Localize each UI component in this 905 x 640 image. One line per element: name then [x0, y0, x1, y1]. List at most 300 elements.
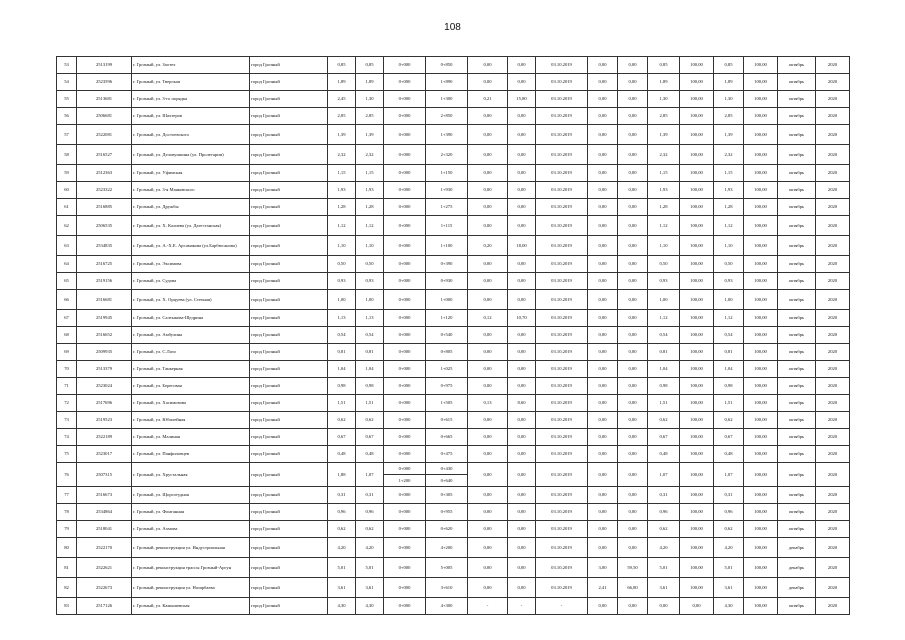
row-number-cell: 80 [57, 538, 77, 558]
date-cell: 03.10.2019 [536, 412, 588, 429]
percent-done-cell: 100,00 [680, 521, 714, 538]
start-km-cell: 0+000 [384, 463, 426, 475]
length-done-cell: 0,62 [648, 412, 680, 429]
start-km-cell: 0+000 [384, 310, 426, 327]
percent-done-cell: 100,00 [680, 578, 714, 598]
month-cell: октябрь [778, 310, 816, 327]
road-name-cell: г. Грозный, ул. Эксимова [132, 256, 250, 273]
length-done-cell: 4,20 [648, 538, 680, 558]
stat-b-cell: 0,00 [508, 199, 536, 216]
length-done-cell: 2,85 [648, 108, 680, 125]
table-row [57, 165, 850, 182]
road-code-cell: 2522081 [77, 125, 132, 145]
month-cell: октябрь [778, 395, 816, 412]
month-cell: октябрь [778, 273, 816, 290]
percent-done-cell: 100,00 [680, 256, 714, 273]
date-cell: 03.10.2019 [536, 344, 588, 361]
length-repair-cell: 4,30 [356, 598, 384, 615]
stat-a-cell: 0,00 [468, 125, 508, 145]
stat-c-cell: 0,00 [588, 463, 618, 487]
length-repair-cell: 0,62 [356, 521, 384, 538]
length-total-cell: 0,54 [328, 327, 356, 344]
stat-a-cell: 0,00 [468, 429, 508, 446]
row-number-cell: 62 [57, 216, 77, 236]
percent-done-cell: 100,00 [680, 327, 714, 344]
stat-d-cell: 59,50 [618, 558, 648, 578]
month-cell: октябрь [778, 236, 816, 256]
road-code-cell: 2516885 [77, 199, 132, 216]
percent-final-cell: 100,00 [744, 327, 778, 344]
stat-b-cell: 0,00 [508, 538, 536, 558]
length-repair-cell: 0,67 [356, 429, 384, 446]
length-done-cell: 1,15 [648, 165, 680, 182]
end-km-cell: 1+390 [426, 125, 468, 145]
stat-a-cell: 0,00 [468, 145, 508, 165]
percent-done-cell: 100,00 [680, 216, 714, 236]
stat-d-cell: 0,00 [618, 74, 648, 91]
end-km-cell: 1+300 [426, 91, 468, 108]
length-total-cell: 2,45 [328, 91, 356, 108]
end-km-cell: 2+850 [426, 108, 468, 125]
end-km-cell: 1+025 [426, 361, 468, 378]
owner-cell: город Грозный [250, 446, 328, 463]
length-total-cell: 4,30 [328, 598, 356, 615]
length-done-cell: 0,54 [648, 327, 680, 344]
stat-c-cell: 0,00 [588, 145, 618, 165]
date-cell: 03.10.2019 [536, 463, 588, 487]
stat-d-cell: 0,00 [618, 538, 648, 558]
table-row [57, 558, 850, 578]
date-cell: 03.10.2019 [536, 236, 588, 256]
stat-b-cell: 0,00 [508, 361, 536, 378]
length-repair-cell: 2,85 [356, 108, 384, 125]
month-cell: октябрь [778, 74, 816, 91]
owner-cell: город Грозный [250, 538, 328, 558]
stat-c-cell: 0,00 [588, 521, 618, 538]
stat-d-cell: 0,00 [618, 216, 648, 236]
stat-a-cell: 0,00 [468, 327, 508, 344]
stat-d-cell: 0,00 [618, 412, 648, 429]
length-final-cell: 0,96 [714, 504, 744, 521]
row-number-cell: 76 [57, 463, 77, 487]
start-km-cell: 0+000 [384, 91, 426, 108]
date-cell: 03.10.2019 [536, 182, 588, 199]
length-total-cell: 2,32 [328, 145, 356, 165]
road-name-cell: г. Грозный, реконструкция трассы Грозный-Аргун [132, 558, 250, 578]
start-km-cell: 0+000 [384, 125, 426, 145]
length-done-cell: 0,48 [648, 446, 680, 463]
percent-done-cell: 100,00 [680, 165, 714, 182]
length-repair-cell: 0,98 [356, 378, 384, 395]
date-cell: 03.10.2019 [536, 487, 588, 504]
month-cell: декабрь [778, 578, 816, 598]
length-final-cell: 1,30 [714, 91, 744, 108]
start-km-cell: 0+000 [384, 199, 426, 216]
date-cell: 03.10.2019 [536, 256, 588, 273]
owner-cell: город Грозный [250, 429, 328, 446]
table-row [57, 344, 850, 361]
length-repair-cell: 1,89 [356, 74, 384, 91]
stat-d-cell: 0,00 [618, 378, 648, 395]
month-cell: октябрь [778, 182, 816, 199]
length-final-cell: 0,93 [714, 273, 744, 290]
length-total-cell: 0,31 [328, 487, 356, 504]
road-code-cell: 2523322 [77, 182, 132, 199]
length-done-cell: 1,12 [648, 216, 680, 236]
end-km-cell: 0+305 [426, 487, 468, 504]
road-name-cell: г. Грозный, ул. Салтыкова-Щедрина [132, 310, 250, 327]
road-name-cell: г. Грозный, ул. Судова [132, 273, 250, 290]
table-row [57, 290, 850, 310]
road-code-cell: 2506535 [77, 216, 132, 236]
road-code-cell: 2516527 [77, 145, 132, 165]
row-number-cell: 61 [57, 199, 77, 216]
end-km-cell: 0+540 [426, 327, 468, 344]
year-cell: 2020 [816, 273, 850, 290]
road-name-cell: г. Грозный, ул. Щорсотудная [132, 487, 250, 504]
date-cell: 03.10.2019 [536, 538, 588, 558]
road-name-cell: г. Грозный, ул. Береговая [132, 378, 250, 395]
length-repair-cell: 1,28 [356, 199, 384, 216]
table-row [57, 108, 850, 125]
owner-cell: город Грозный [250, 91, 328, 108]
percent-done-cell: 100,00 [680, 487, 714, 504]
length-total-cell: 0,62 [328, 412, 356, 429]
percent-done-cell: 100,00 [680, 361, 714, 378]
end-km-cell: 0+620 [426, 521, 468, 538]
road-name-cell: г. Грозный, реконструкция ул. Индустриальная [132, 538, 250, 558]
month-cell: октябрь [778, 412, 816, 429]
length-final-cell: 0,50 [714, 256, 744, 273]
percent-final-cell: 100,00 [744, 310, 778, 327]
owner-cell: город Грозный [250, 310, 328, 327]
length-final-cell: 2,85 [714, 108, 744, 125]
percent-final-cell: 100,00 [744, 165, 778, 182]
road-name-cell: г. Грозный, ул. Хрустальная [132, 463, 250, 487]
date-cell: 03.10.2019 [536, 165, 588, 182]
month-cell: октябрь [778, 125, 816, 145]
road-code-cell: 2516673 [77, 487, 132, 504]
length-repair-cell: 1,07 [356, 463, 384, 487]
stat-a-cell: 0,00 [468, 199, 508, 216]
stat-c-cell: 0,00 [588, 344, 618, 361]
percent-final-cell: 100,00 [744, 273, 778, 290]
length-total-cell: 1,89 [328, 74, 356, 91]
stat-d-cell: 0,00 [618, 290, 648, 310]
start-km-cell: 0+000 [384, 487, 426, 504]
road-code-cell: 2519945 [77, 310, 132, 327]
stat-c-cell: 0,00 [588, 487, 618, 504]
stat-c-cell: 0,00 [588, 504, 618, 521]
start-km-cell: 0+000 [384, 327, 426, 344]
stat-c-cell: 0,00 [588, 57, 618, 74]
stat-a-cell: 0,00 [468, 578, 508, 598]
length-repair-cell: 1,13 [356, 310, 384, 327]
start-km-cell: 0+000 [384, 521, 426, 538]
length-final-cell: 4,20 [714, 538, 744, 558]
length-total-cell: 0,85 [328, 57, 356, 74]
stat-b-cell: 0,00 [508, 145, 536, 165]
year-cell: 2020 [816, 290, 850, 310]
start-km-cell: 0+000 [384, 273, 426, 290]
percent-done-cell: 100,00 [680, 412, 714, 429]
start-km-cell: 0+000 [384, 344, 426, 361]
owner-cell: город Грозный [250, 504, 328, 521]
table-row [57, 57, 850, 74]
year-cell: 2020 [816, 108, 850, 125]
length-done-cell: 0,00 [648, 598, 680, 615]
owner-cell: город Грозный [250, 74, 328, 91]
table-row [57, 145, 850, 165]
length-total-cell: 1,00 [328, 290, 356, 310]
road-code-cell: 2513681 [77, 91, 132, 108]
road-name-cell: г. Грозный, ул. Панфиловцев [132, 446, 250, 463]
year-cell: 2020 [816, 165, 850, 182]
month-cell: октябрь [778, 463, 816, 487]
start-km-cell: 0+000 [384, 145, 426, 165]
month-cell: октябрь [778, 145, 816, 165]
start-km-cell: 0+000 [384, 412, 426, 429]
length-repair-cell: 2,32 [356, 145, 384, 165]
length-final-cell: 1,28 [714, 199, 744, 216]
length-repair-cell: 0,50 [356, 256, 384, 273]
road-code-cell: 2534835 [77, 236, 132, 256]
year-cell: 2020 [816, 256, 850, 273]
month-cell: октябрь [778, 378, 816, 395]
percent-done-cell: 100,00 [680, 344, 714, 361]
length-total-cell: 1,28 [328, 199, 356, 216]
end-km-cell: 0+930 [426, 273, 468, 290]
year-cell: 2020 [816, 504, 850, 521]
length-total-cell: 5,01 [328, 558, 356, 578]
road-name-cell: г. Грозный, ул. Шахтеров [132, 108, 250, 125]
length-done-cell: 0,98 [648, 378, 680, 395]
owner-cell: город Грозный [250, 558, 328, 578]
length-final-cell: 1,10 [714, 236, 744, 256]
table-row [57, 74, 850, 91]
stat-d-cell: 0,00 [618, 504, 648, 521]
length-done-cell: 0,85 [648, 57, 680, 74]
start-km-cell: 0+000 [384, 378, 426, 395]
stat-b-cell: 15,80 [508, 91, 536, 108]
road-code-cell: 2516681 [77, 290, 132, 310]
length-repair-cell: 0,48 [356, 446, 384, 463]
length-total-cell: 0,81 [328, 344, 356, 361]
month-cell: октябрь [778, 165, 816, 182]
stat-d-cell: 0,00 [618, 182, 648, 199]
percent-final-cell: 100,00 [744, 125, 778, 145]
stat-a-cell: 0,00 [468, 538, 508, 558]
end-km-cell: 1+930 [426, 182, 468, 199]
percent-done-cell: 100,00 [680, 125, 714, 145]
road-name-cell: г. Грозный, ул. С.Лазо [132, 344, 250, 361]
start-km-cell: 0+000 [384, 108, 426, 125]
length-done-cell: 0,96 [648, 504, 680, 521]
length-total-cell: 0,50 [328, 256, 356, 273]
table-row [57, 216, 850, 236]
length-repair-cell: 1,12 [356, 216, 384, 236]
length-total-cell: 0,98 [328, 378, 356, 395]
owner-cell: город Грозный [250, 108, 328, 125]
year-cell: 2020 [816, 182, 850, 199]
end-km-cell: 0+475 [426, 446, 468, 463]
stat-b-cell: 0,00 [508, 327, 536, 344]
percent-final-cell: 100,00 [744, 361, 778, 378]
road-code-cell: 2523024 [77, 378, 132, 395]
table-row [57, 429, 850, 446]
stat-c-cell: 0,00 [588, 412, 618, 429]
owner-cell: город Грозный [250, 57, 328, 74]
end-km-cell: 3+610 [426, 578, 468, 598]
table-row [57, 327, 850, 344]
stat-d-cell: 0,00 [618, 145, 648, 165]
row-number-cell: 65 [57, 273, 77, 290]
length-final-cell: 4,30 [714, 598, 744, 615]
end-km-cell: 2+320 [426, 145, 468, 165]
stat-a-cell: 0,00 [468, 182, 508, 199]
length-done-cell: 0,93 [648, 273, 680, 290]
stat-d-cell: 0,00 [618, 344, 648, 361]
length-final-cell: 1,51 [714, 395, 744, 412]
percent-final-cell: 100,00 [744, 521, 778, 538]
stat-a-cell: 0,13 [468, 395, 508, 412]
stat-c-cell: 0,00 [588, 378, 618, 395]
road-name-cell: г. Грозный, ул. Камышевская [132, 598, 250, 615]
stat-b-cell: - [508, 598, 536, 615]
percent-done-cell: 100,00 [680, 504, 714, 521]
road-code-cell: 2509935 [77, 344, 132, 361]
stat-a-cell: 0,00 [468, 108, 508, 125]
month-cell: декабрь [778, 538, 816, 558]
length-done-cell: 3,61 [648, 578, 680, 598]
road-name-cell: г. Грозный, ул. Ахмова [132, 521, 250, 538]
start-km-cell: 0+000 [384, 216, 426, 236]
length-done-cell: 1,28 [648, 199, 680, 216]
month-cell: октябрь [778, 446, 816, 463]
length-total-cell: 0,48 [328, 446, 356, 463]
length-final-cell: 0,48 [714, 446, 744, 463]
end-km-cell: 1+890 [426, 74, 468, 91]
table-row [57, 538, 850, 558]
end-km-cell: 1+100 [426, 236, 468, 256]
owner-cell: город Грозный [250, 182, 328, 199]
stat-a-cell: 0,00 [468, 504, 508, 521]
owner-cell: город Грозный [250, 145, 328, 165]
year-cell: 2020 [816, 521, 850, 538]
stat-c-cell: 0,00 [588, 108, 618, 125]
row-number-cell: 72 [57, 395, 77, 412]
stat-b-cell: 0,00 [508, 182, 536, 199]
percent-done-cell: 100,00 [680, 378, 714, 395]
percent-final-cell: 100,00 [744, 182, 778, 199]
stat-b-cell: 0,00 [508, 74, 536, 91]
date-cell: 03.10.2019 [536, 429, 588, 446]
year-cell: 2020 [816, 598, 850, 615]
percent-done-cell: 100,00 [680, 395, 714, 412]
table-row [57, 378, 850, 395]
stat-a-cell: 0,00 [468, 74, 508, 91]
stat-a-cell: 0,00 [468, 165, 508, 182]
percent-final-cell: 100,00 [744, 199, 778, 216]
length-repair-cell: 4,20 [356, 538, 384, 558]
stat-b-cell: 0,00 [508, 429, 536, 446]
length-final-cell: 1,00 [714, 290, 744, 310]
stat-a-cell: 0,21 [468, 91, 508, 108]
percent-final-cell: 100,00 [744, 395, 778, 412]
owner-cell: город Грозный [250, 165, 328, 182]
end-km-cell: 4+300 [426, 598, 468, 615]
row-number-cell: 77 [57, 487, 77, 504]
date-cell: 03.10.2019 [536, 378, 588, 395]
year-cell: 2020 [816, 74, 850, 91]
stat-b-cell: 0,00 [508, 290, 536, 310]
row-number-cell: 57 [57, 125, 77, 145]
start-km-cell: 0+000 [384, 558, 426, 578]
length-repair-cell: 0,93 [356, 273, 384, 290]
start-km-cell: 0+000 [384, 429, 426, 446]
road-name-cell: г. Грозный, ул. Амбулина [132, 327, 250, 344]
percent-final-cell: 100,00 [744, 108, 778, 125]
length-done-cell: 1,89 [648, 74, 680, 91]
stat-a-cell: 0,12 [468, 310, 508, 327]
stat-c-cell: 0,00 [588, 273, 618, 290]
stat-d-cell: 0,00 [618, 125, 648, 145]
table-row [57, 199, 850, 216]
row-number-cell: 79 [57, 521, 77, 538]
road-name-cell: г. Грозный, ул. Юбилейная [132, 412, 250, 429]
percent-done-cell: 100,00 [680, 310, 714, 327]
date-cell: 03.10.2019 [536, 578, 588, 598]
length-total-cell: 0,62 [328, 521, 356, 538]
road-name-cell: г. Грозный, ул. 3-я Маяковского [132, 182, 250, 199]
percent-done-cell: 100,00 [680, 57, 714, 74]
road-code-cell: 2522673 [77, 578, 132, 598]
stat-d-cell: 66,80 [618, 578, 648, 598]
date-cell: 03.10.2019 [536, 145, 588, 165]
stat-d-cell: 0,00 [618, 446, 648, 463]
stat-a-cell: 0,00 [468, 412, 508, 429]
length-repair-cell: 0,85 [356, 57, 384, 74]
table-row [57, 504, 850, 521]
stat-a-cell: 0,00 [468, 256, 508, 273]
owner-cell: город Грозный [250, 395, 328, 412]
length-total-cell: 1,12 [328, 216, 356, 236]
year-cell: 2020 [816, 429, 850, 446]
road-name-cell: г. Грозный, ул. Танкерная [132, 361, 250, 378]
stat-d-cell: 0,00 [618, 463, 648, 487]
length-done-cell: 1,12 [648, 310, 680, 327]
length-final-cell: 2,32 [714, 145, 744, 165]
year-cell: 2020 [816, 145, 850, 165]
road-name-cell: г. Грозный, ул. Малиная [132, 429, 250, 446]
year-cell: 2020 [816, 395, 850, 412]
road-name-cell: г. Грозный, ул. А.-Х.Е. Арсамакова (ул.Барбюсанова) [132, 236, 250, 256]
end-km-cell: 0+850 [426, 57, 468, 74]
percent-done-cell: 100,00 [680, 538, 714, 558]
year-cell: 2020 [816, 91, 850, 108]
owner-cell: город Грозный [250, 125, 328, 145]
start-km-cell: 0+000 [384, 182, 426, 199]
start-km-cell: 0+000 [384, 256, 426, 273]
stat-b-cell: 0,00 [508, 165, 536, 182]
length-final-cell: 1,93 [714, 182, 744, 199]
start-km-cell: 0+000 [384, 538, 426, 558]
length-total-cell: 1,10 [328, 236, 356, 256]
percent-done-cell: 100,00 [680, 74, 714, 91]
road-code-cell: 2522170 [77, 538, 132, 558]
owner-cell: город Грозный [250, 378, 328, 395]
percent-done-cell: 100,00 [680, 182, 714, 199]
